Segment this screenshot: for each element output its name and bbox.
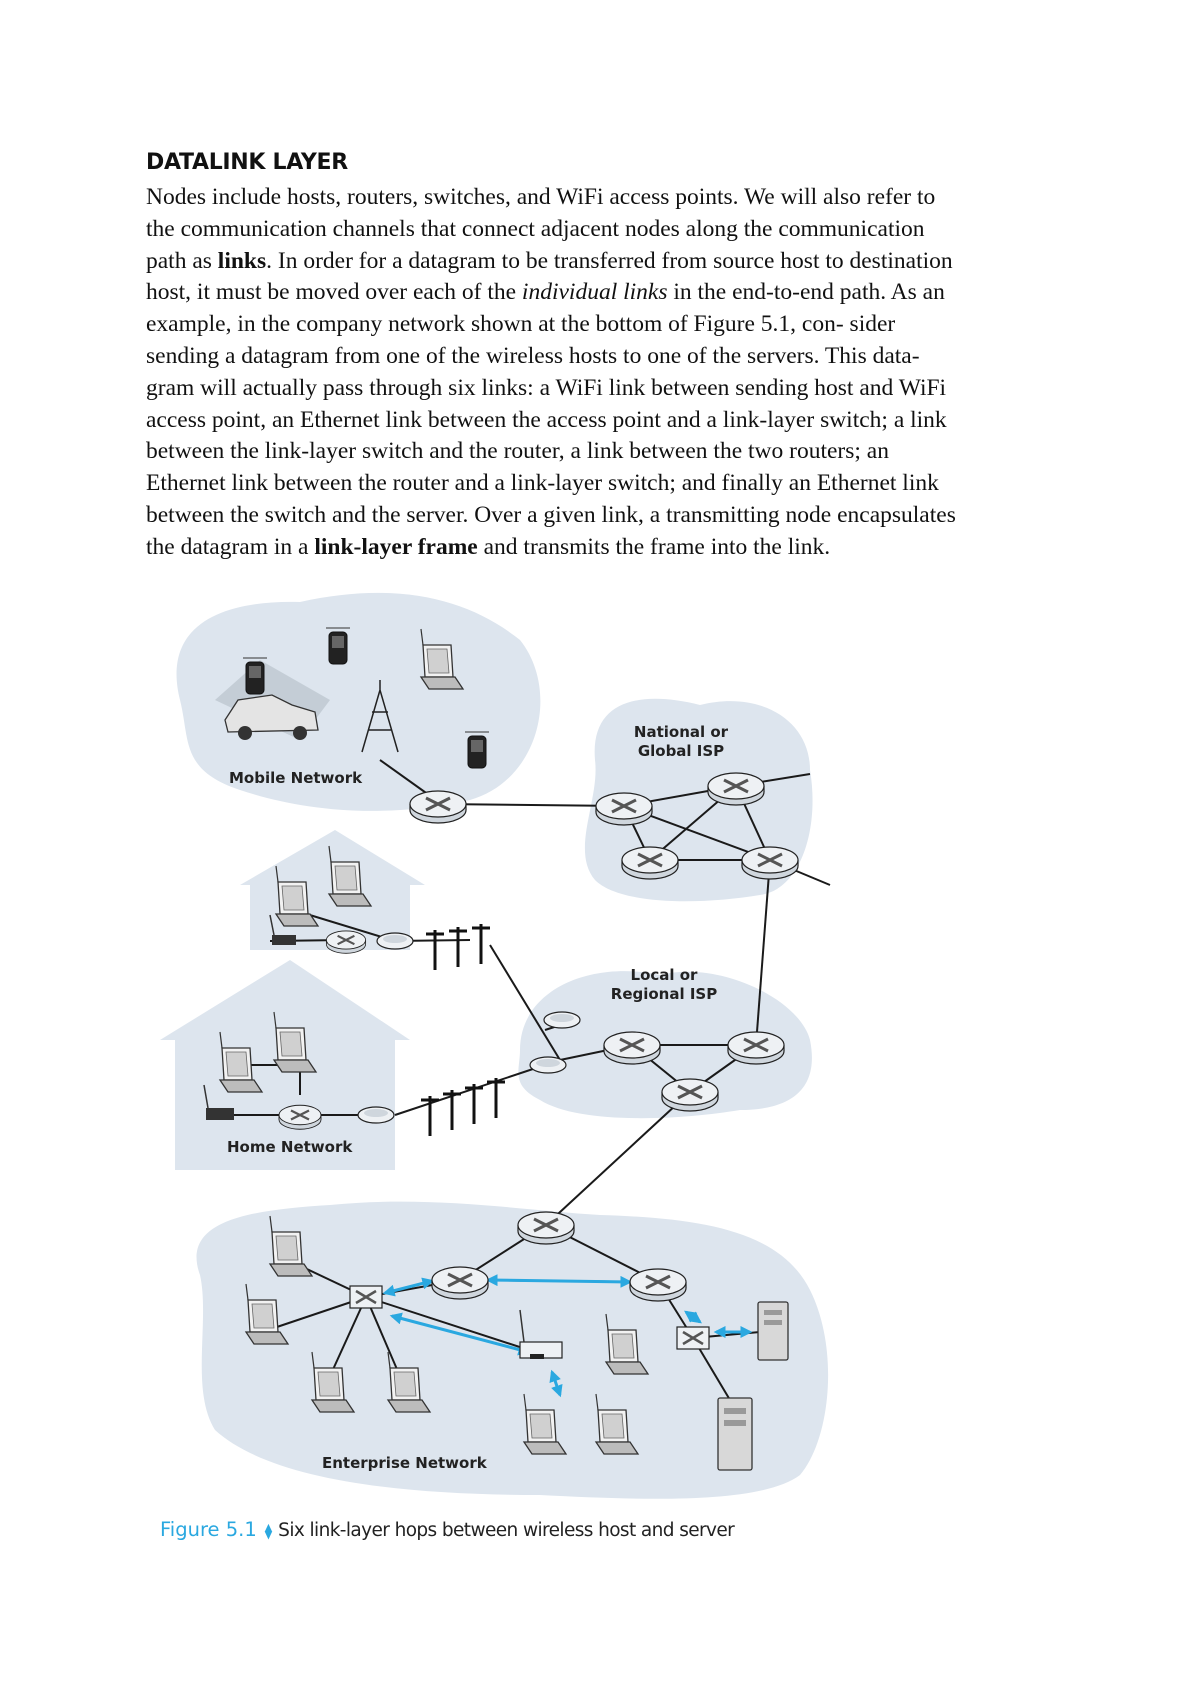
paragraph-line: the communication channels that connect adjacent nodes along the communication bbox=[146, 215, 925, 242]
paragraph-line: Nodes include hosts, routers, switches, and WiFi access points. We will also refer to bbox=[146, 184, 936, 210]
utility-pole bbox=[449, 927, 467, 967]
paragraph-line: access point, an Ethernet link between the access point and a link-layer switch; a link bbox=[146, 406, 947, 433]
national-isp-label: Global ISP bbox=[637, 742, 725, 760]
local-isp-router bbox=[662, 1079, 718, 1111]
mobile-network-label: Mobile Network bbox=[229, 769, 363, 787]
local-isp-label: Regional ISP bbox=[610, 985, 718, 1003]
home-modem bbox=[377, 933, 413, 949]
enterprise-router bbox=[518, 1212, 574, 1244]
text-run: in the end-to-end path. As an bbox=[667, 279, 945, 306]
enterprise-router bbox=[432, 1267, 488, 1299]
cable-headend bbox=[530, 1057, 566, 1073]
smartphone-icon bbox=[465, 732, 489, 768]
paragraph-line: sending a datagram from one of the wireless hosts to one of the servers. This data- bbox=[146, 342, 920, 369]
enterprise-network-label: Enterprise Network bbox=[322, 1454, 487, 1472]
figure-caption bbox=[160, 1518, 734, 1541]
paragraph-line: Ethernet link between the router and a link-layer switch; and finally an Ethernet link bbox=[146, 470, 939, 497]
home-network-label: Home Network bbox=[227, 1138, 353, 1156]
local-isp-label: Local or bbox=[630, 966, 698, 984]
smartphone-icon bbox=[326, 628, 350, 664]
national-isp-router bbox=[622, 847, 678, 879]
caption-text: Six link-layer hops between wireless host and server bbox=[278, 1520, 735, 1541]
paragraph-line: between the link-layer switch and the router, a link between the two routers; an bbox=[146, 438, 889, 465]
national-isp-label: National or bbox=[633, 723, 729, 741]
cable-headend bbox=[544, 1012, 580, 1028]
figure-number: Figure 5.1 bbox=[160, 1518, 257, 1541]
server-icon bbox=[718, 1398, 752, 1470]
utility-pole bbox=[443, 1090, 461, 1130]
home-router bbox=[279, 1105, 321, 1129]
paragraph-line: example, in the company network shown at the bottom of Figure 5.1, con- sider bbox=[146, 311, 896, 338]
term-link-layer-frame: link-layer frame bbox=[314, 533, 478, 560]
server-icon bbox=[758, 1302, 788, 1360]
paragraph-line: gram will actually pass through six links: a WiFi link between sending host and WiFi bbox=[146, 374, 947, 401]
link-layer-switch bbox=[677, 1327, 709, 1349]
text-run: host, it must be moved over each of the bbox=[146, 279, 522, 306]
text-run: . In order for a datagram to be transferred from source host to destination bbox=[266, 247, 953, 274]
national-isp-router bbox=[708, 773, 764, 805]
text-run: and transmits the frame into the link. bbox=[477, 533, 831, 560]
text-run: the datagram in a bbox=[146, 533, 315, 560]
term-individual-links: individual links bbox=[521, 279, 668, 306]
utility-pole bbox=[472, 924, 490, 964]
caption-diamond-icon: ⧫ bbox=[264, 1522, 273, 1540]
term-links: links bbox=[217, 247, 267, 274]
link-layer-switch bbox=[350, 1286, 382, 1308]
local-isp-router bbox=[728, 1032, 784, 1064]
national-isp-router bbox=[596, 793, 652, 825]
home-modem bbox=[358, 1107, 394, 1123]
utility-pole bbox=[426, 930, 444, 970]
enterprise-router bbox=[630, 1269, 686, 1301]
paragraph-line: between the switch and the server. Over a given link, a transmitting node encapsulates bbox=[146, 501, 956, 528]
mobile-router bbox=[410, 791, 466, 823]
section-heading: DATALINK LAYER bbox=[146, 150, 348, 175]
national-isp-router bbox=[742, 847, 798, 879]
text-run: path as bbox=[146, 247, 218, 274]
home-router bbox=[326, 931, 365, 953]
local-isp-router bbox=[604, 1032, 660, 1064]
smartphone-icon bbox=[243, 658, 267, 694]
